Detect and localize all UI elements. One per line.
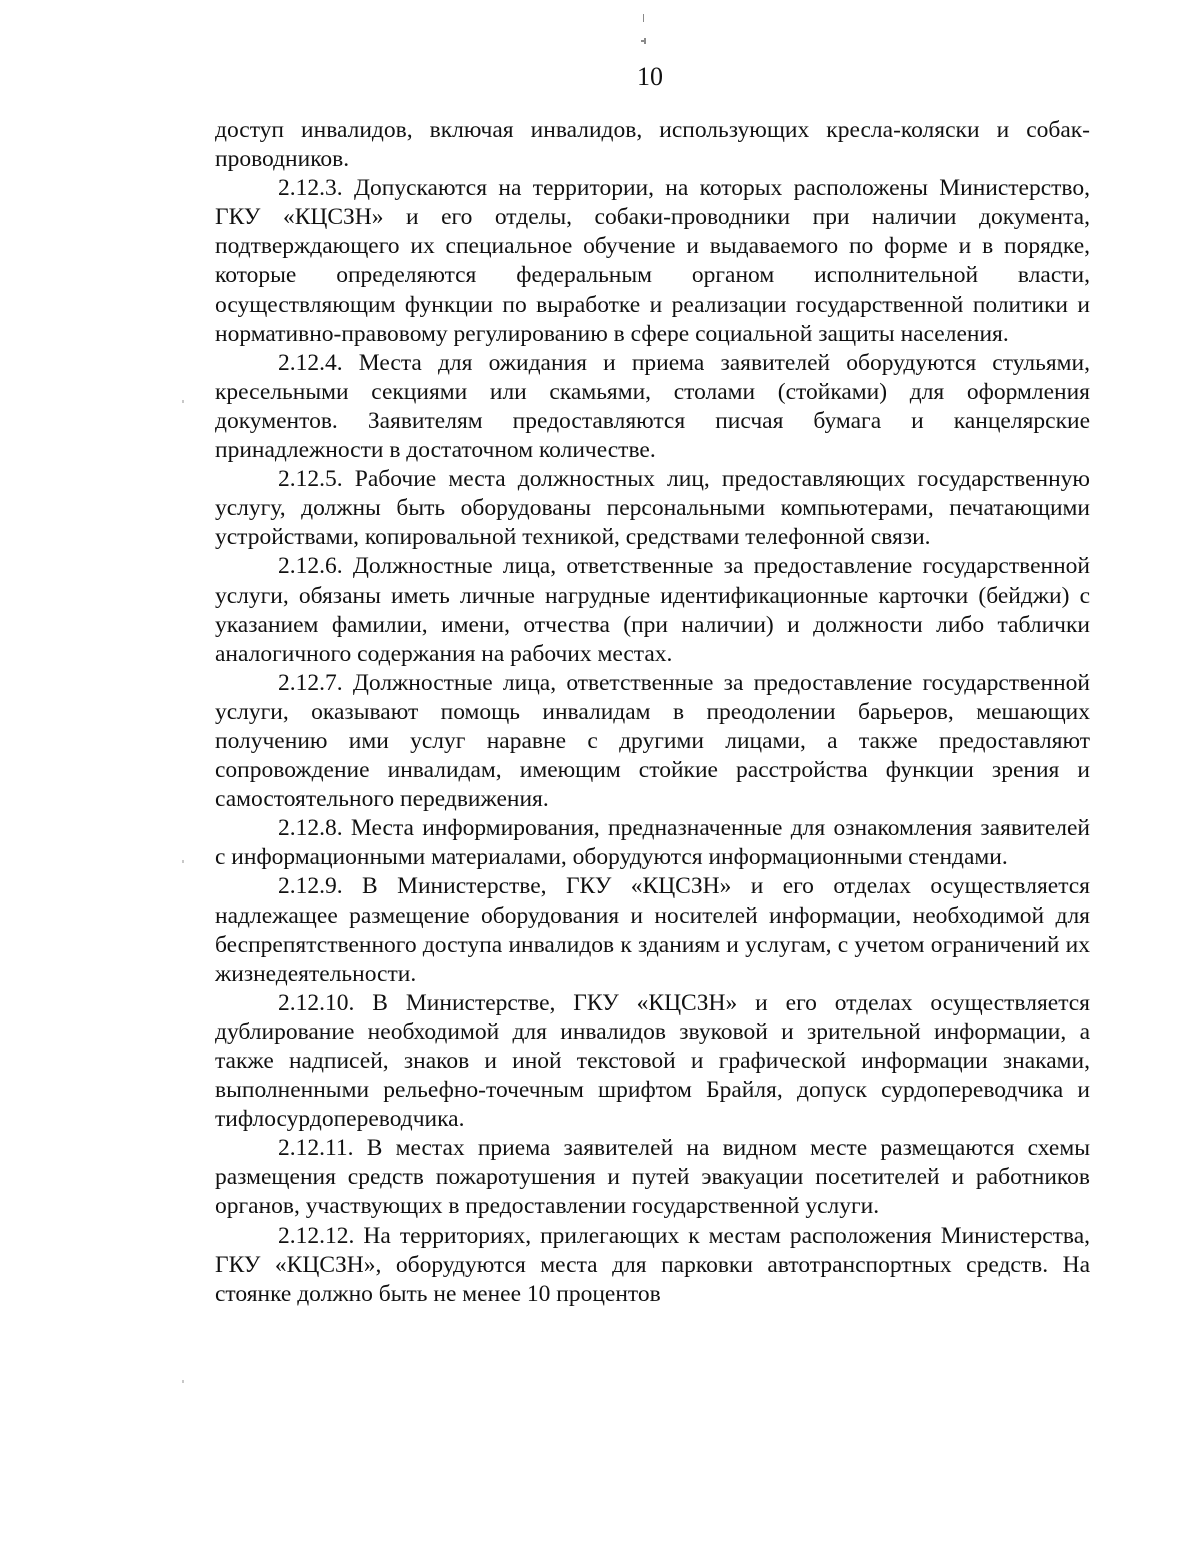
paragraph-continuation: доступ инвалидов, включая инвалидов, использующих кресла-коляски и собак-проводников. xyxy=(215,117,1090,173)
paragraph-2-12-12: 2.12.12. На территориях, прилегающих к местам расположения Министерства, ГКУ «КЦСЗН», оборудуются места для парковки автотранспортных средств. На стоянке должно быть не менее 10 процентов xyxy=(215,1222,1090,1307)
paragraph-2-12-5: 2.12.5. Рабочие места должностных лиц, предоставляющих государственную услугу, должны быть оборудованы персональными компьютерами, печатающими устройствами, копировальной техникой, средствами телефонной связи. xyxy=(215,466,1090,551)
paragraph-2-12-9: 2.12.9. В Министерстве, ГКУ «КЦСЗН» и его отделах осуществляется надлежащее размещение оборудования и носителей информации, необходимой для беспрепятственного доступа инвалидов к зданиям и услугам, с учетом ограничений их жизнедеятельности. xyxy=(215,873,1090,987)
paragraph-2-12-4: 2.12.4. Места для ожидания и приема заявителей оборудуются стульями, кресельными секциями или скамьями, столами (стойками) для оформления документов. Заявителям предоставляются писчая бумага и канцелярские принадлежности в достаточном количестве. xyxy=(215,349,1090,464)
scan-artifact-dot xyxy=(182,400,184,403)
scan-artifact-dot xyxy=(182,860,184,863)
scan-artifact-dot xyxy=(182,1380,184,1383)
paragraph-2-12-7: 2.12.7. Должностные лица, ответственные за предоставление государственной услуги, оказывают помощь инвалидам в преодолении барьеров, мешающих получению ими услуг наравне с другими лицами, а также предоставляют сопровождение инвалидам, имеющим стойкие расстройства функции зрения и самостоятельного передвижения. xyxy=(215,669,1090,813)
scan-artifact-mark xyxy=(640,14,646,48)
paragraph-2-12-3: 2.12.3. Допускаются на территории, на которых расположены Министерство, ГКУ «КЦСЗН» и его отделы, собаки-проводники при наличии документа, подтверждающего их специальное обучение и выдаваемого по форме и в порядке, которые определяются федеральным органом исполнительной власти, осуществляющим функции по выработке и реализации государственной политики и нормативно-правовому регулированию в сфере социальной защиты населения. xyxy=(215,175,1090,347)
paragraph-2-12-11: 2.12.11. В местах приема заявителей на видном месте размещаются схемы размещения средств пожаротушения и путей эвакуации посетителей и работников органов, участвующих в предоставлении государственной услуги. xyxy=(215,1135,1090,1220)
paragraph-2-12-8: 2.12.8. Места информирования, предназначенные для ознакомления заявителей с информационными материалами, оборудуются информационными стендами. xyxy=(215,815,1090,871)
document-body xyxy=(215,116,1090,1309)
paragraph-2-12-10: 2.12.10. В Министерстве, ГКУ «КЦСЗН» и его отделах осуществляется дублирование необходимой для инвалидов звуковой и зрительной информации, а также надписей, знаков и иной текстовой и графической информации знаками, выполненными рельефно-точечным шрифтом Брайля, допуск сурдопереводчика и тифлосурдопереводчика. xyxy=(215,989,1090,1133)
paragraph-2-12-6: 2.12.6. Должностные лица, ответственные за предоставление государственной услуги, обязаны иметь личные нагрудные идентификационные карточки (бейджи) с указанием фамилии, имени, отчества (при наличии) и должности либо таблички аналогичного содержания на рабочих местах. xyxy=(215,553,1090,667)
page-number: 10 xyxy=(637,62,663,91)
